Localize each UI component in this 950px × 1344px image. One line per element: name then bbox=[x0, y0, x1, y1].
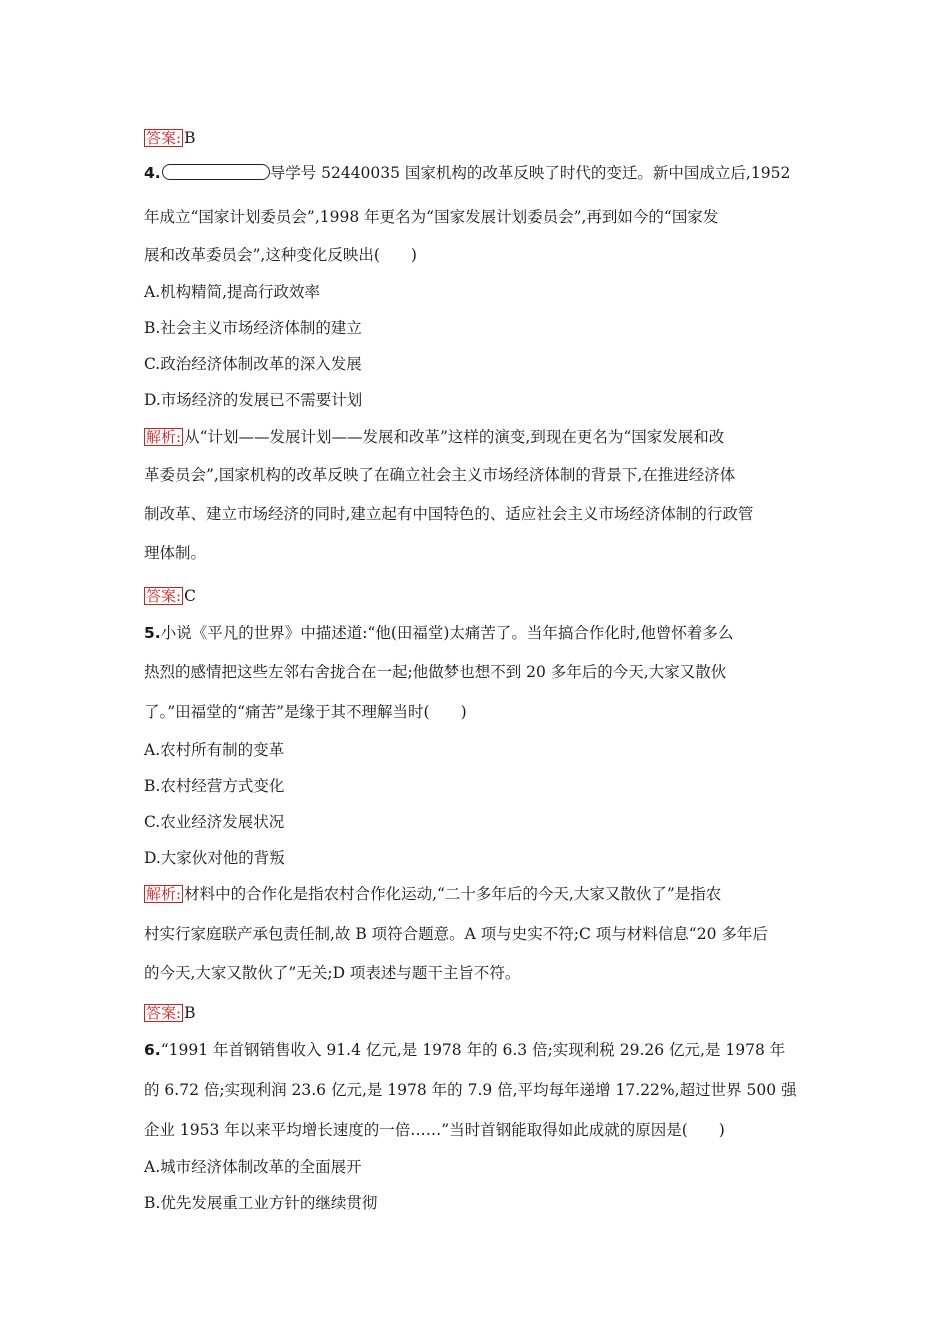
answer-value: C bbox=[184, 587, 196, 605]
question-stem-line bbox=[144, 623, 733, 643]
analysis-line: 制改革、建立市场经济的同时,建立起有中国特色的、适应社会主义市场经济体制的行政管 bbox=[144, 505, 754, 523]
answer-line bbox=[144, 1003, 195, 1023]
question-stem-line: 热烈的感情把这些左邻右舍拢合在一起;他做梦也想不到 20 多年后的今天,大家又散伙 bbox=[144, 663, 727, 681]
option-b: B.社会主义市场经济体制的建立 bbox=[144, 319, 362, 337]
analysis-line: 革委员会”,国家机构的改革反映了在确立社会主义市场经济体制的背景下,在推进经济体 bbox=[144, 466, 736, 484]
analysis-line bbox=[144, 427, 724, 447]
analysis-line: 村实行家庭联产承包责任制,故 B 项符合题意。A 项与史实不符;C 项与材料信息“20 多年后 bbox=[144, 925, 768, 943]
question-stem-line: 的 6.72 倍;实现利润 23.6 亿元,是 1978 年的 7.9 倍,平均每年递增 17.22%,超过世界 500 强 bbox=[144, 1081, 797, 1099]
analysis-text: 从“计划——发展计划——发展和改革”这样的演变,到现在更名为“国家发展和改 bbox=[184, 428, 725, 446]
analysis-line: 理体制。 bbox=[144, 544, 207, 562]
option-a: A.农村所有制的变革 bbox=[144, 741, 285, 759]
answer-line bbox=[144, 586, 196, 606]
question-stem-line: 了。”田福堂的“痛苦”是缘于其不理解当时( ) bbox=[144, 703, 467, 721]
answer-tag: 答案: bbox=[146, 587, 182, 605]
answer-tag: 答案: bbox=[146, 129, 182, 147]
analysis-line: 的今天,大家又散伙了”无关;D 项表述与题干主旨不符。 bbox=[144, 964, 521, 982]
question-stem-line: 企业 1953 年以来平均增长速度的一倍……”当时首钢能取得如此成就的原因是( ) bbox=[144, 1121, 725, 1139]
answer-tag: 答案: bbox=[146, 1004, 182, 1022]
question-stem-text: 小说《平凡的世界》中描述道:“他(田福堂)太痛苦了。当年搞合作化时,他曾怀着多么 bbox=[160, 624, 734, 642]
analysis-tag: 解析: bbox=[146, 428, 182, 446]
answer-line bbox=[144, 128, 195, 148]
question-stem-text: “1991 年首钢销售收入 91.4 亿元,是 1978 年的 6.3 倍;实现利税 29.26 亿元,是 1978 年 bbox=[160, 1041, 786, 1059]
question-stem-line bbox=[144, 1040, 785, 1060]
analysis-tag: 解析: bbox=[146, 885, 182, 903]
question-number: 6. bbox=[144, 1041, 161, 1059]
question-stem-text: 导学号 52440035 国家机构的改革反映了时代的变迁。新中国成立后,1952 bbox=[269, 164, 791, 182]
analysis-text: 材料中的合作化是指农村合作化运动,“二十多年后的今天,大家又散伙了”是指农 bbox=[184, 885, 722, 903]
question-stem-line: 年成立“国家计划委员会”,1998 年更名为“国家发展计划委员会”,再到如今的“国家发 bbox=[144, 208, 719, 226]
option-b: B.农村经营方式变化 bbox=[144, 777, 285, 795]
answer-value: B bbox=[184, 129, 196, 147]
option-c: C.农业经济发展状况 bbox=[144, 813, 285, 831]
option-d: D.市场经济的发展已不需要计划 bbox=[144, 391, 363, 409]
question-number: 4. bbox=[144, 164, 161, 182]
option-c: C.政治经济体制改革的深入发展 bbox=[144, 355, 362, 373]
question-stem-line bbox=[144, 163, 790, 183]
question-stem-line: 展和改革委员会”,这种变化反映出( ) bbox=[144, 246, 417, 264]
option-b: B.优先发展重工业方针的继续贯彻 bbox=[144, 1194, 378, 1212]
question-number: 5. bbox=[144, 624, 161, 642]
option-a: A.城市经济体制改革的全面展开 bbox=[144, 1158, 362, 1176]
option-a: A.机构精简,提高行政效率 bbox=[144, 283, 321, 301]
analysis-line bbox=[144, 884, 721, 904]
option-d: D.大家伙对他的背叛 bbox=[144, 849, 285, 867]
answer-value: B bbox=[184, 1004, 196, 1022]
guide-number-box bbox=[162, 164, 270, 180]
